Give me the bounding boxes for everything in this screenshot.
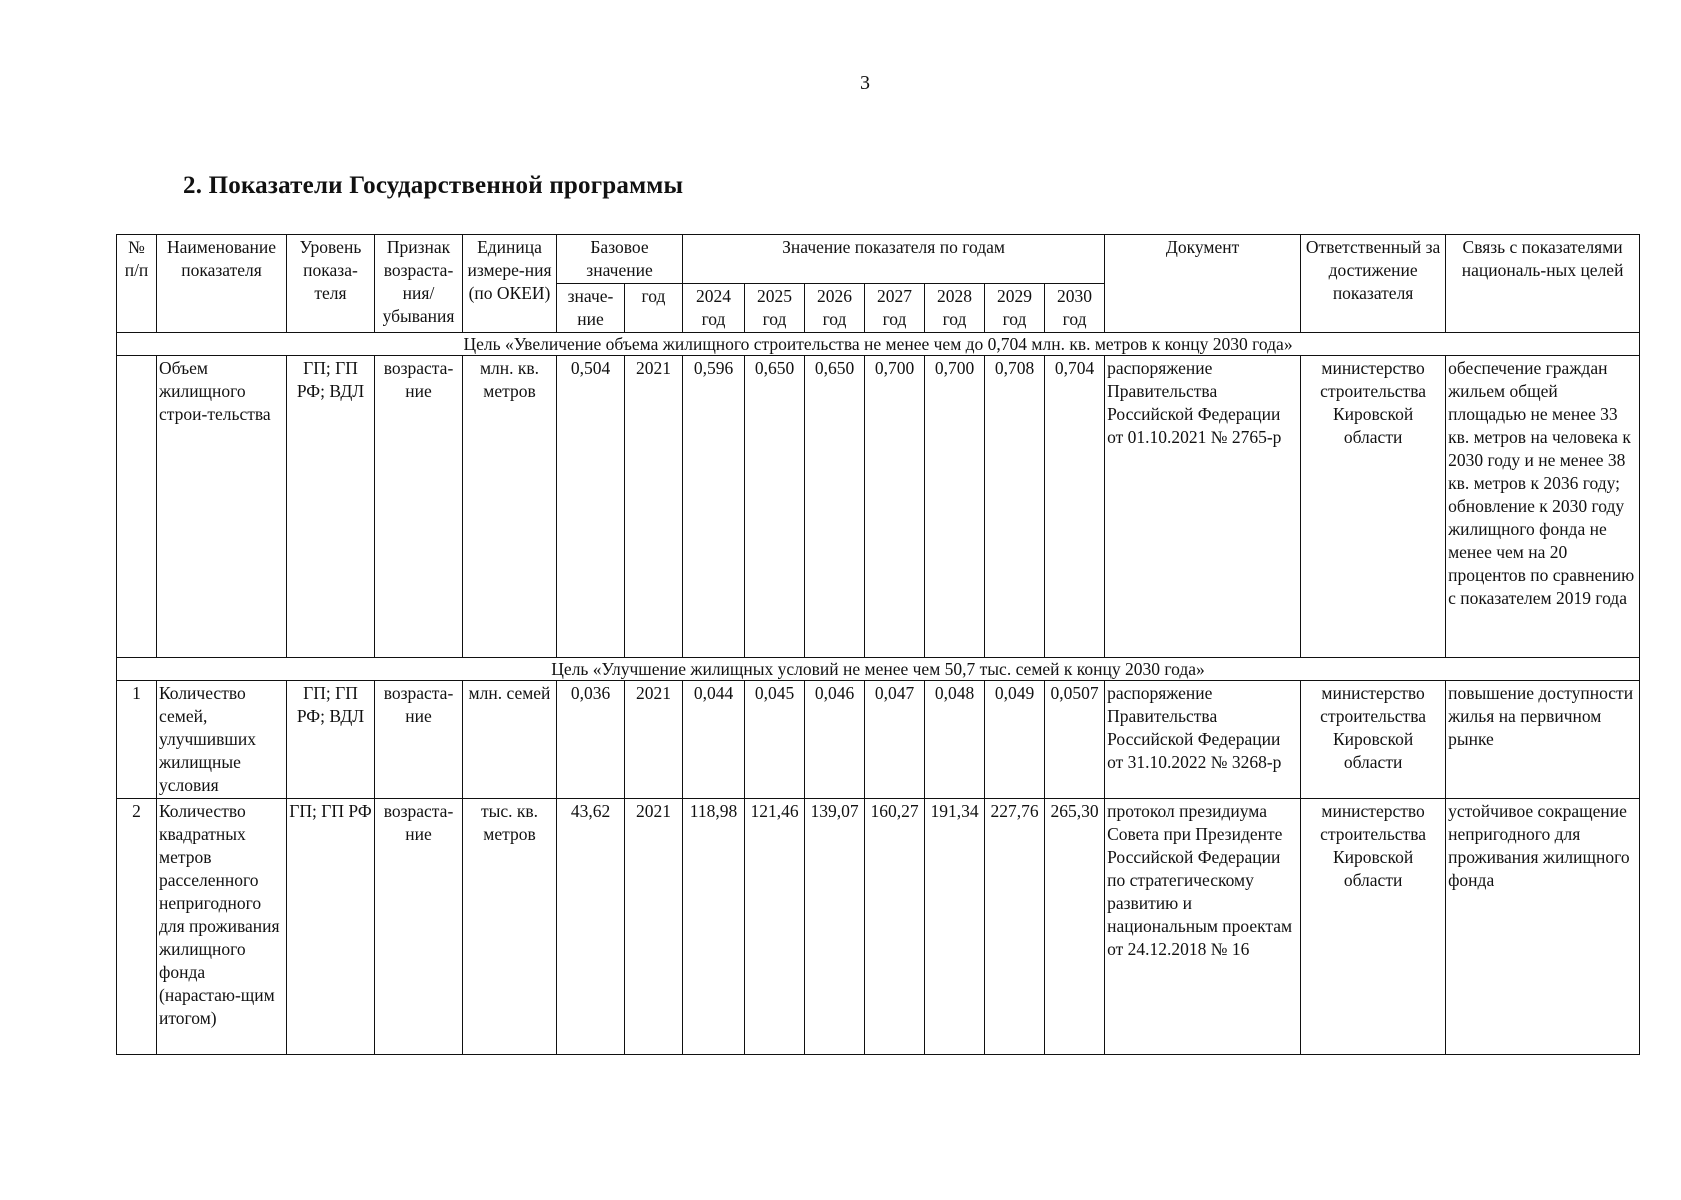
header-link: Связь с показателями националь-ных целей [1446,235,1640,333]
row-value: 191,34 [925,799,985,1055]
row-base-value: 43,62 [557,799,625,1055]
row-base-year: 2021 [625,356,683,658]
row-unit: млн. кв. метров [463,356,557,658]
row-value: 0,048 [925,681,985,799]
table-row [117,356,1640,658]
header-years-group: Значение показателя по годам [683,235,1105,284]
row-link: повышение доступности жилья на первичном рынке [1446,681,1640,799]
header-sign: Признак возраста-ния/ убывания [375,235,463,333]
row-responsible: министерство строительства Кировской области [1301,681,1446,799]
row-value: 0,700 [925,356,985,658]
row-base-value: 0,504 [557,356,625,658]
row-value: 139,07 [805,799,865,1055]
row-value: 265,30 [1045,799,1105,1055]
indicators-table [116,234,1640,1055]
table-row [117,681,1640,799]
row-value: 118,98 [683,799,745,1055]
row-name: Объем жилищного строи-тельства [157,356,287,658]
section-heading: 2. Показатели Государственной программы [183,172,684,199]
row-sign: возраста-ние [375,799,463,1055]
row-level: ГП; ГП РФ; ВДЛ [287,681,375,799]
row-sign: возраста-ние [375,681,463,799]
header-year: 2030 год [1045,284,1105,333]
header-year: 2029 год [985,284,1045,333]
row-value: 0,704 [1045,356,1105,658]
row-value: 0,0507 [1045,681,1105,799]
header-row-1 [117,235,1640,284]
row-link: обеспечение граждан жильем общей площадью не менее 33 кв. метров на человека к 2030 году и не менее 38 кв. метров к 2036 году; обновление к 2030 году жилищного фонда не менее чем на 20 процентов по сравнению с показателем 2019 года [1446,356,1640,658]
row-value: 0,049 [985,681,1045,799]
goal-row [117,333,1640,356]
row-value: 227,76 [985,799,1045,1055]
header-base-value: значе-ние [557,284,625,333]
row-link: устойчивое сокращение непригодного для проживания жилищного фонда [1446,799,1640,1055]
header-year: 2026 год [805,284,865,333]
table-row [117,799,1640,1055]
row-base-value: 0,036 [557,681,625,799]
row-document: протокол президиума Совета при Президенте Российской Федерации по стратегическому развитию и национальным проектам от 24.12.2018 № 16 [1105,799,1301,1055]
row-unit: тыс. кв. метров [463,799,557,1055]
header-responsible: Ответственный за достижение показателя [1301,235,1446,333]
goal-title: Цель «Улучшение жилищных условий не менее чем 50,7 тыс. семей к концу 2030 года» [117,658,1640,681]
row-value: 0,047 [865,681,925,799]
row-value: 0,596 [683,356,745,658]
row-responsible: министерство строительства Кировской области [1301,799,1446,1055]
goal-title: Цель «Увеличение объема жилищного строительства не менее чем до 0,704 млн. кв. метров к концу 2030 года» [117,333,1640,356]
header-level: Уровень показа-теля [287,235,375,333]
row-document: распоряжение Правительства Российской Федерации от 01.10.2021 № 2765-р [1105,356,1301,658]
header-year: 2028 год [925,284,985,333]
header-year: 2024 год [683,284,745,333]
row-value: 0,045 [745,681,805,799]
row-base-year: 2021 [625,799,683,1055]
row-value: 0,046 [805,681,865,799]
row-value: 0,650 [745,356,805,658]
row-num: 1 [117,681,157,799]
header-year: 2027 год [865,284,925,333]
row-name: Количество семей, улучшивших жилищные условия [157,681,287,799]
row-level: ГП; ГП РФ; ВДЛ [287,356,375,658]
header-name: Наименование показателя [157,235,287,333]
header-year: 2025 год [745,284,805,333]
row-unit: млн. семей [463,681,557,799]
row-num [117,356,157,658]
page-number: 3 [860,72,870,94]
row-num: 2 [117,799,157,1055]
row-sign: возраста-ние [375,356,463,658]
goal-row [117,658,1640,681]
header-base: Базовое значение [557,235,683,284]
row-level: ГП; ГП РФ [287,799,375,1055]
header-document: Документ [1105,235,1301,333]
row-value: 0,708 [985,356,1045,658]
row-document: распоряжение Правительства Российской Федерации от 31.10.2022 № 3268-р [1105,681,1301,799]
header-base-year: год [625,284,683,333]
row-name: Количество квадратных метров расселенного непригодного для проживания жилищного фонда (нарастаю-щим итогом) [157,799,287,1055]
row-value: 0,044 [683,681,745,799]
header-num: № п/п [117,235,157,333]
row-responsible: министерство строительства Кировской области [1301,356,1446,658]
row-value: 121,46 [745,799,805,1055]
row-value: 0,700 [865,356,925,658]
row-value: 0,650 [805,356,865,658]
header-unit: Единица измере-ния (по ОКЕИ) [463,235,557,333]
row-value: 160,27 [865,799,925,1055]
row-base-year: 2021 [625,681,683,799]
